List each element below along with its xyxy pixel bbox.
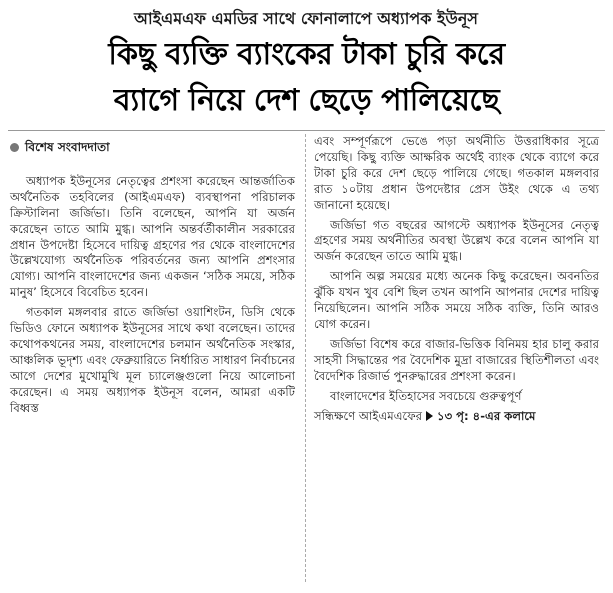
paragraph: এবং সম্পূর্ণরূপে ভেঙে পড়া অর্থনীতি উত্তরাধিকার সূত্রে পেয়েছি। কিছু ব্যক্তি আক্ষরিক অর্থেই ব্যাংক থেকে ব্যাগে করে টাকা চুরি করে দেশ ছেড়ে পালিয়ে গেছে। গতকাল মঙ্গলবার রাত ১০টায় প্রধান উপদেষ্টার প্রেস উইং থেকে এ তথ্য জানানো হয়েছে। [314,134,599,212]
jump-arrow-icon [426,411,433,421]
jump-reference[interactable]: ১৩ পৃ: ৪-এর কলামে [437,408,536,423]
bullet-icon [10,143,19,152]
article-headline [8,32,605,124]
headline-line: ব্যাগে নিয়ে দেশ ছেড়ে পালিয়েছে [113,83,500,118]
paragraph: অধ্যাপক ইউনূসের নেতৃত্বের প্রশংসা করেছেন আন্তর্জাতিক অর্থনৈতিক তহবিলের (আইএমএফ) ব্যবস্থাপনা পরিচালক ক্রিস্টালিনা জর্জিভা। তিনি বলেছেন, আপনি যা অর্জন করেছেন তাতে আমি মুগ্ধ। আপনি অন্তর্বর্তীকালীন সরকারের প্রধান উপদেষ্টা হিসেবে দায়িত্ব গ্রহণের পর থেকে বাংলাদেশের উল্লেখযোগ্য অর্থনৈতিক পরিবর্তনের জন্য আপনি প্রশংসার যোগ্য। আপনি বাংলাদেশের জন্য একজন ‘সঠিক সময়ে, সঠিক মানুষ’ হিসেবে বিবেচিত হবেন। [10,173,295,300]
headline-divider [8,130,605,131]
headline-line: কিছু ব্যক্তি ব্যাংকের টাকা চুরি করে [108,37,505,72]
paragraph: জর্জিভা বিশেষ করে বাজার-ভিত্তিক বিনিময় হার চালু করার সাহসী সিদ্ধান্তের পর বৈদেশিক মুদ্রা বাজারের স্থিতিশীলতা এবং বৈদেশিক রিজার্ভ পুনরুদ্ধারের প্রশংসা করেন। [314,336,599,383]
last-line-text: সন্ধিক্ষণে আইএমএফের [314,408,423,423]
article-column-right [314,134,599,424]
paragraph: গতকাল মঙ্গলবার রাতে জর্জিভা ওয়াশিংটন, ডিসি থেকে ভিডিও ফোনে অধ্যাপক ইউনূসের সাথে কথা বলেছেন। তাদের কথোপকথনের সময়, বাংলাদেশের চলমান অর্থনৈতিক সংস্কার, আঞ্চলিক ভূদৃশ্য এবং ফেব্রুয়ারিতে নির্ধারিত সাধারণ নির্বাচনের আগে দেশের মুখোমুখি মূল চ্যালেঞ্জগুলো নিয়ে আলোচনা করেছেন। এ সময় অধ্যাপক ইউনূস বলেন, আমরা একটি বিধ্বস্ত [10,305,295,415]
continuation-line [314,409,599,425]
paragraph: জর্জিভা গত বছরের আগস্টে অধ্যাপক ইউনূসের নেতৃত্ব গ্রহণের সময় অর্থনীতির অবস্থা উল্লেখ করে বলেন আপনি যা অর্জন করেছেন তাতে আমি মুগ্ধ। [314,217,599,264]
article-column-left [10,140,295,421]
paragraph: বাংলাদেশের ইতিহাসের সবচেয়ে গুরুত্বপূর্ণ [330,388,522,403]
paragraph: আপনি অল্প সময়ের মধ্যে অনেক কিছু করেছেন। অবনতির ঝুঁকি যখন খুব বেশি ছিল তখন আপনি আপনার দেশের দায়িত্ব নিয়েছিলেন। আপনি সঠিক সময়ে সঠিক ব্যক্তি, তিনি আরও যোগ করেন। [314,269,599,331]
byline-text: বিশেষ সংবাদদাতা [25,140,110,154]
byline [10,140,295,156]
article-kicker: আইএমএফ এমডির সাথে ফোনালাপে অধ্যাপক ইউনূস [134,9,478,28]
column-divider [305,134,306,582]
